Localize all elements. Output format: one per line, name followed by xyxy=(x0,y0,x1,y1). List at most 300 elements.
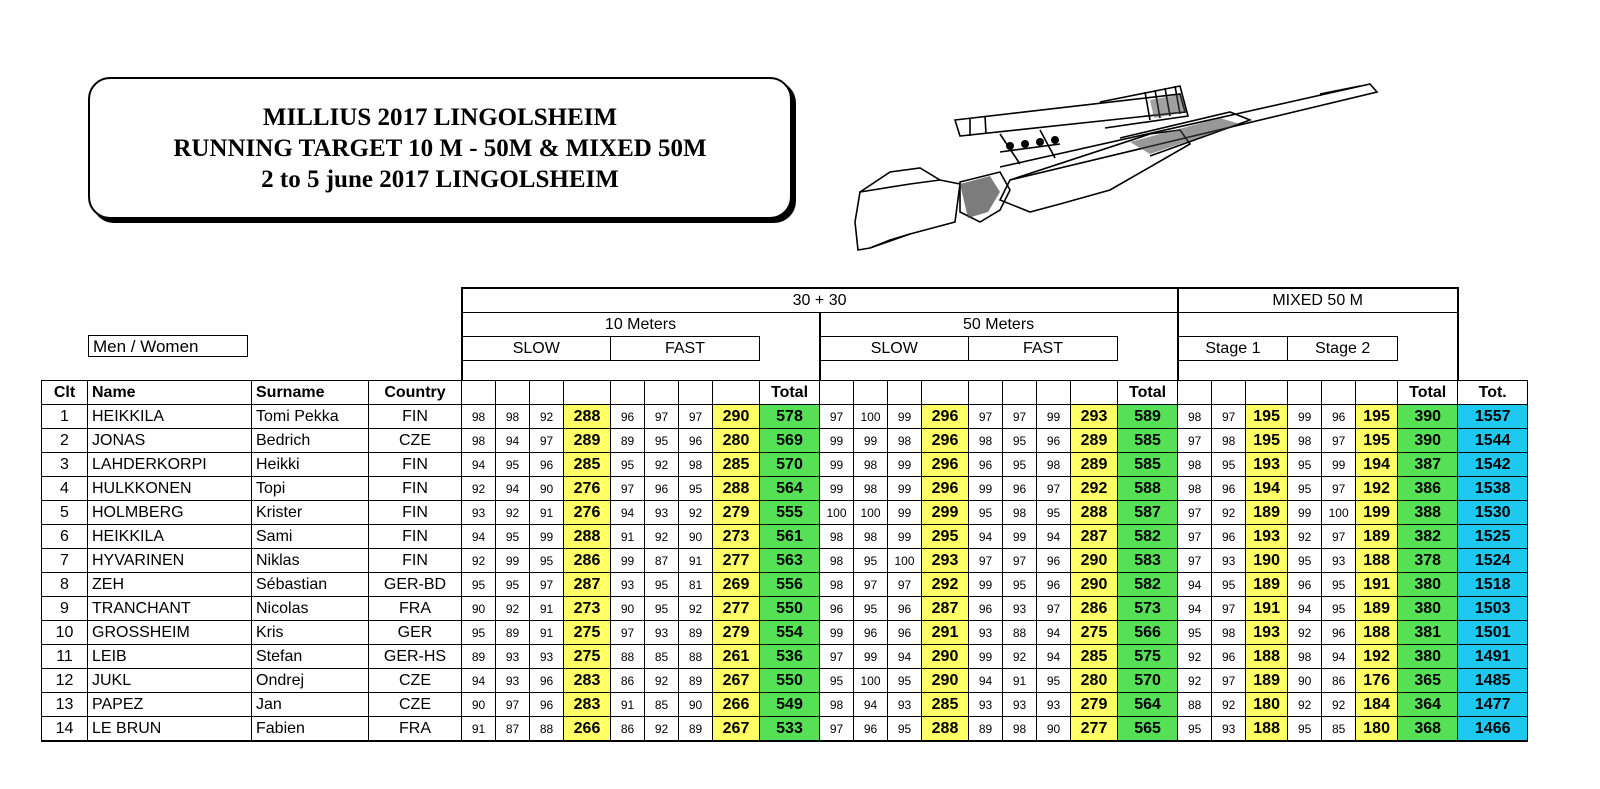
subtotal-cell: 180 xyxy=(1356,717,1398,742)
series-score-cell: 97 xyxy=(1322,429,1356,453)
country-cell: FIN xyxy=(369,453,462,477)
series-score-cell: 100 xyxy=(854,501,888,525)
series-score-cell: 98 xyxy=(854,525,888,549)
series-score-cell: 96 xyxy=(530,669,564,693)
series-score-cell: 100 xyxy=(854,405,888,429)
series-score-cell: 88 xyxy=(530,717,564,742)
series-score-cell: 90 xyxy=(611,597,645,621)
subtotal-cell: 189 xyxy=(1246,501,1288,525)
series-score-cell: 94 xyxy=(496,477,530,501)
series-score-cell: 90 xyxy=(679,693,713,717)
surname-cell: Kris xyxy=(252,621,369,645)
col-header-total-mixed: Total xyxy=(1398,381,1458,405)
grand-total-cell: 1542 xyxy=(1458,453,1528,477)
series-score-cell: 99 xyxy=(820,453,854,477)
series-score-cell: 94 xyxy=(888,645,922,669)
series-score-cell: 98 xyxy=(1178,453,1212,477)
series-score-cell: 90 xyxy=(530,477,564,501)
subtotal-cell: 195 xyxy=(1246,405,1288,429)
subtotal-cell: 290 xyxy=(922,669,969,693)
surname-cell: Topi xyxy=(252,477,369,501)
series-score-cell: 94 xyxy=(1037,525,1071,549)
series-score-cell: 96 xyxy=(969,453,1003,477)
total-mixed-cell: 368 xyxy=(1398,717,1458,742)
subtotal-cell: 191 xyxy=(1246,597,1288,621)
subtotal-cell: 184 xyxy=(1356,693,1398,717)
series-score-cell: 97 xyxy=(1037,597,1071,621)
series-score-cell: 94 xyxy=(969,669,1003,693)
title-line-3: 2 to 5 june 2017 LINGOLSHEIM xyxy=(261,165,619,193)
rank-cell: 7 xyxy=(42,549,88,573)
series-score-cell: 97 xyxy=(820,645,854,669)
header-row-spacer xyxy=(42,361,1528,381)
series-score-cell: 90 xyxy=(462,597,496,621)
series-score-cell: 92 xyxy=(496,501,530,525)
series-score-cell: 92 xyxy=(462,549,496,573)
series-score-cell: 94 xyxy=(1178,573,1212,597)
subtotal-cell: 189 xyxy=(1356,525,1398,549)
grand-total-cell: 1501 xyxy=(1458,621,1528,645)
series-score-cell: 96 xyxy=(969,597,1003,621)
series-score-cell: 91 xyxy=(611,693,645,717)
series-score-cell: 95 xyxy=(1288,453,1322,477)
subtotal-cell: 189 xyxy=(1356,597,1398,621)
rank-cell: 8 xyxy=(42,573,88,597)
total-mixed-cell: 387 xyxy=(1398,453,1458,477)
series-score-cell: 97 xyxy=(1003,405,1037,429)
series-score-cell: 92 xyxy=(645,525,679,549)
total-50m-cell: 582 xyxy=(1118,573,1178,597)
series-score-cell: 97 xyxy=(854,573,888,597)
name-cell: HULKKONEN xyxy=(88,477,252,501)
subtotal-cell: 269 xyxy=(713,573,760,597)
series-score-cell: 91 xyxy=(611,525,645,549)
subtotal-cell: 289 xyxy=(1071,453,1118,477)
series-score-cell: 92 xyxy=(496,597,530,621)
series-score-cell: 98 xyxy=(969,429,1003,453)
grand-total-cell: 1466 xyxy=(1458,717,1528,742)
subtotal-cell: 188 xyxy=(1246,717,1288,742)
col-header-total-50m: Total xyxy=(1118,381,1178,405)
subtotal-cell: 189 xyxy=(1246,573,1288,597)
grand-total-cell: 1557 xyxy=(1458,405,1528,429)
series-score-cell: 88 xyxy=(1178,693,1212,717)
subtotal-cell: 194 xyxy=(1246,477,1288,501)
series-score-cell: 99 xyxy=(888,501,922,525)
grand-total-cell: 1525 xyxy=(1458,525,1528,549)
series-score-cell: 96 xyxy=(1322,405,1356,429)
series-score-cell: 96 xyxy=(530,693,564,717)
header-row-phase xyxy=(42,337,1528,361)
table-row xyxy=(42,573,1528,597)
total-mixed-cell: 364 xyxy=(1398,693,1458,717)
country-cell: FIN xyxy=(369,477,462,501)
total-10m-cell: 561 xyxy=(760,525,820,549)
series-score-cell: 96 xyxy=(1212,477,1246,501)
series-score-cell: 96 xyxy=(611,405,645,429)
series-score-cell: 92 xyxy=(679,597,713,621)
series-score-cell: 97 xyxy=(1322,477,1356,501)
subtotal-cell: 285 xyxy=(1071,645,1118,669)
series-score-cell: 95 xyxy=(888,717,922,742)
series-score-cell: 99 xyxy=(1003,525,1037,549)
country-cell: FIN xyxy=(369,405,462,429)
series-score-cell: 96 xyxy=(1037,429,1071,453)
series-score-cell: 95 xyxy=(1322,573,1356,597)
col-header-surname: Surname xyxy=(252,381,369,405)
total-50m-cell: 589 xyxy=(1118,405,1178,429)
series-score-cell: 93 xyxy=(1003,693,1037,717)
col-header-total-10m: Total xyxy=(760,381,820,405)
series-score-cell: 92 xyxy=(530,405,564,429)
subtotal-cell: 193 xyxy=(1246,453,1288,477)
title-line-2: RUNNING TARGET 10 M - 50M & MIXED 50M xyxy=(173,134,707,162)
total-10m-cell: 550 xyxy=(760,597,820,621)
series-score-cell: 96 xyxy=(679,429,713,453)
grand-total-cell: 1538 xyxy=(1458,477,1528,501)
series-score-cell: 97 xyxy=(645,405,679,429)
series-score-cell: 95 xyxy=(496,453,530,477)
series-score-cell: 92 xyxy=(1212,501,1246,525)
subtotal-cell: 276 xyxy=(564,477,611,501)
subtotal-cell: 289 xyxy=(1071,429,1118,453)
table-row xyxy=(42,405,1528,429)
subtotal-cell: 189 xyxy=(1246,669,1288,693)
series-score-cell: 87 xyxy=(496,717,530,742)
series-score-cell: 93 xyxy=(969,693,1003,717)
country-cell: CZE xyxy=(369,669,462,693)
total-mixed-cell: 378 xyxy=(1398,549,1458,573)
header-50m-slow: SLOW xyxy=(820,337,969,361)
total-mixed-cell: 381 xyxy=(1398,621,1458,645)
series-score-cell: 93 xyxy=(496,645,530,669)
subtotal-cell: 279 xyxy=(1071,693,1118,717)
category-label: Men / Women xyxy=(88,335,248,357)
total-50m-cell: 587 xyxy=(1118,501,1178,525)
grand-total-cell: 1477 xyxy=(1458,693,1528,717)
series-score-cell: 98 xyxy=(820,573,854,597)
surname-cell: Tomi Pekka xyxy=(252,405,369,429)
total-50m-cell: 564 xyxy=(1118,693,1178,717)
series-score-cell: 94 xyxy=(854,693,888,717)
series-score-cell: 95 xyxy=(496,525,530,549)
country-cell: FIN xyxy=(369,501,462,525)
surname-cell: Heikki xyxy=(252,453,369,477)
subtotal-cell: 266 xyxy=(713,693,760,717)
series-score-cell: 93 xyxy=(530,645,564,669)
series-score-cell: 86 xyxy=(1322,669,1356,693)
subtotal-cell: 288 xyxy=(564,525,611,549)
header-30-30: 30 + 30 xyxy=(462,288,1178,313)
series-score-cell: 94 xyxy=(1037,645,1071,669)
series-score-cell: 99 xyxy=(1288,501,1322,525)
series-score-cell: 86 xyxy=(611,669,645,693)
subtotal-cell: 286 xyxy=(564,549,611,573)
series-score-cell: 88 xyxy=(611,645,645,669)
subtotal-cell: 273 xyxy=(713,525,760,549)
subtotal-cell: 194 xyxy=(1356,453,1398,477)
table-row xyxy=(42,621,1528,645)
header-row-distance xyxy=(42,313,1528,337)
country-cell: FIN xyxy=(369,525,462,549)
rank-cell: 2 xyxy=(42,429,88,453)
series-score-cell: 89 xyxy=(679,717,713,742)
series-score-cell: 89 xyxy=(496,621,530,645)
series-score-cell: 92 xyxy=(1003,645,1037,669)
total-mixed-cell: 380 xyxy=(1398,573,1458,597)
series-score-cell: 95 xyxy=(496,573,530,597)
table-row xyxy=(42,669,1528,693)
rank-cell: 14 xyxy=(42,717,88,742)
series-score-cell: 96 xyxy=(854,717,888,742)
series-score-cell: 93 xyxy=(1037,693,1071,717)
rank-cell: 11 xyxy=(42,645,88,669)
subtotal-cell: 280 xyxy=(713,429,760,453)
series-score-cell: 94 xyxy=(462,525,496,549)
header-mixed-50m: MIXED 50 M xyxy=(1178,288,1458,313)
subtotal-cell: 296 xyxy=(922,405,969,429)
name-cell: ZEH xyxy=(88,573,252,597)
series-score-cell: 98 xyxy=(888,429,922,453)
series-score-cell: 95 xyxy=(1212,573,1246,597)
series-score-cell: 98 xyxy=(679,453,713,477)
surname-cell: Jan xyxy=(252,693,369,717)
subtotal-cell: 290 xyxy=(1071,573,1118,597)
series-score-cell: 95 xyxy=(1003,453,1037,477)
series-score-cell: 97 xyxy=(1212,669,1246,693)
series-score-cell: 97 xyxy=(888,573,922,597)
series-score-cell: 91 xyxy=(530,597,564,621)
subtotal-cell: 195 xyxy=(1246,429,1288,453)
series-score-cell: 91 xyxy=(462,717,496,742)
series-score-cell: 97 xyxy=(1178,549,1212,573)
total-mixed-cell: 365 xyxy=(1398,669,1458,693)
series-score-cell: 97 xyxy=(820,717,854,742)
subtotal-cell: 280 xyxy=(1071,669,1118,693)
surname-cell: Krister xyxy=(252,501,369,525)
series-score-cell: 99 xyxy=(820,429,854,453)
series-score-cell: 92 xyxy=(645,717,679,742)
subtotal-cell: 290 xyxy=(922,645,969,669)
title-line-1: MILLIUS 2017 LINGOLSHEIM xyxy=(262,103,618,131)
series-score-cell: 87 xyxy=(645,549,679,573)
total-50m-cell: 582 xyxy=(1118,525,1178,549)
total-10m-cell: 578 xyxy=(760,405,820,429)
series-score-cell: 95 xyxy=(854,597,888,621)
series-score-cell: 99 xyxy=(969,477,1003,501)
series-score-cell: 97 xyxy=(611,621,645,645)
series-score-cell: 99 xyxy=(530,525,564,549)
subtotal-cell: 267 xyxy=(713,669,760,693)
series-score-cell: 99 xyxy=(496,549,530,573)
series-score-cell: 93 xyxy=(888,693,922,717)
subtotal-cell: 261 xyxy=(713,645,760,669)
header-row-groups xyxy=(42,288,1528,313)
series-score-cell: 95 xyxy=(1288,549,1322,573)
subtotal-cell: 288 xyxy=(922,717,969,742)
series-score-cell: 98 xyxy=(820,525,854,549)
country-cell: FRA xyxy=(369,717,462,742)
series-score-cell: 96 xyxy=(1322,621,1356,645)
series-score-cell: 98 xyxy=(1178,477,1212,501)
title-box xyxy=(88,77,792,219)
series-score-cell: 94 xyxy=(611,501,645,525)
subtotal-cell: 287 xyxy=(922,597,969,621)
subtotal-cell: 290 xyxy=(1071,549,1118,573)
series-score-cell: 95 xyxy=(1288,477,1322,501)
rank-cell: 3 xyxy=(42,453,88,477)
series-score-cell: 89 xyxy=(679,621,713,645)
total-50m-cell: 565 xyxy=(1118,717,1178,742)
country-cell: GER-HS xyxy=(369,645,462,669)
series-score-cell: 98 xyxy=(1178,405,1212,429)
series-score-cell: 85 xyxy=(1322,717,1356,742)
table-row xyxy=(42,477,1528,501)
subtotal-cell: 292 xyxy=(922,573,969,597)
header-10-meters: 10 Meters xyxy=(462,313,820,337)
series-score-cell: 94 xyxy=(1178,597,1212,621)
series-score-cell: 95 xyxy=(462,621,496,645)
series-score-cell: 98 xyxy=(1288,429,1322,453)
total-50m-cell: 588 xyxy=(1118,477,1178,501)
series-score-cell: 97 xyxy=(1322,525,1356,549)
surname-cell: Sami xyxy=(252,525,369,549)
series-score-cell: 100 xyxy=(820,501,854,525)
series-score-cell: 98 xyxy=(462,429,496,453)
series-score-cell: 95 xyxy=(462,573,496,597)
subtotal-cell: 287 xyxy=(564,573,611,597)
table-row xyxy=(42,597,1528,621)
subtotal-cell: 192 xyxy=(1356,645,1398,669)
country-cell: GER xyxy=(369,621,462,645)
series-score-cell: 100 xyxy=(1322,501,1356,525)
name-cell: JONAS xyxy=(88,429,252,453)
series-score-cell: 92 xyxy=(462,477,496,501)
series-score-cell: 89 xyxy=(611,429,645,453)
total-10m-cell: 533 xyxy=(760,717,820,742)
total-10m-cell: 536 xyxy=(760,645,820,669)
subtotal-cell: 180 xyxy=(1246,693,1288,717)
series-score-cell: 98 xyxy=(1037,453,1071,477)
subtotal-cell: 296 xyxy=(922,477,969,501)
series-score-cell: 92 xyxy=(679,501,713,525)
table-row xyxy=(42,453,1528,477)
subtotal-cell: 277 xyxy=(1071,717,1118,742)
total-50m-cell: 570 xyxy=(1118,669,1178,693)
subtotal-cell: 279 xyxy=(713,501,760,525)
header-row-columns xyxy=(42,381,1528,405)
subtotal-cell: 296 xyxy=(922,453,969,477)
name-cell: HEIKKILA xyxy=(88,525,252,549)
table-row xyxy=(42,549,1528,573)
series-score-cell: 81 xyxy=(679,573,713,597)
total-10m-cell: 563 xyxy=(760,549,820,573)
rank-cell: 4 xyxy=(42,477,88,501)
total-mixed-cell: 380 xyxy=(1398,597,1458,621)
grand-total-cell: 1530 xyxy=(1458,501,1528,525)
series-score-cell: 96 xyxy=(530,453,564,477)
series-score-cell: 99 xyxy=(1322,453,1356,477)
subtotal-cell: 283 xyxy=(564,693,611,717)
series-score-cell: 98 xyxy=(462,405,496,429)
series-score-cell: 97 xyxy=(496,693,530,717)
subtotal-cell: 293 xyxy=(922,549,969,573)
series-score-cell: 95 xyxy=(1003,573,1037,597)
series-score-cell: 94 xyxy=(1288,597,1322,621)
series-score-cell: 99 xyxy=(1288,405,1322,429)
series-score-cell: 94 xyxy=(1037,621,1071,645)
subtotal-cell: 176 xyxy=(1356,669,1398,693)
series-score-cell: 93 xyxy=(645,621,679,645)
subtotal-cell: 188 xyxy=(1246,645,1288,669)
subtotal-cell: 190 xyxy=(1246,549,1288,573)
table-row xyxy=(42,717,1528,742)
series-score-cell: 100 xyxy=(888,549,922,573)
rank-cell: 5 xyxy=(42,501,88,525)
subtotal-cell: 276 xyxy=(564,501,611,525)
series-score-cell: 98 xyxy=(1288,645,1322,669)
series-score-cell: 88 xyxy=(679,645,713,669)
total-50m-cell: 583 xyxy=(1118,549,1178,573)
rank-cell: 9 xyxy=(42,597,88,621)
total-10m-cell: 550 xyxy=(760,669,820,693)
subtotal-cell: 275 xyxy=(564,621,611,645)
series-score-cell: 94 xyxy=(462,453,496,477)
table-row xyxy=(42,501,1528,525)
series-score-cell: 99 xyxy=(888,453,922,477)
series-score-cell: 97 xyxy=(530,429,564,453)
total-10m-cell: 549 xyxy=(760,693,820,717)
total-50m-cell: 585 xyxy=(1118,453,1178,477)
header-10m-fast: FAST xyxy=(611,337,760,361)
subtotal-cell: 188 xyxy=(1356,621,1398,645)
subtotal-cell: 195 xyxy=(1356,405,1398,429)
rank-cell: 13 xyxy=(42,693,88,717)
series-score-cell: 99 xyxy=(969,645,1003,669)
grand-total-cell: 1503 xyxy=(1458,597,1528,621)
series-score-cell: 92 xyxy=(1178,669,1212,693)
series-score-cell: 95 xyxy=(645,597,679,621)
series-score-cell: 99 xyxy=(888,477,922,501)
total-50m-cell: 566 xyxy=(1118,621,1178,645)
series-score-cell: 90 xyxy=(1288,669,1322,693)
series-score-cell: 96 xyxy=(854,621,888,645)
series-score-cell: 96 xyxy=(1003,477,1037,501)
series-score-cell: 88 xyxy=(1003,621,1037,645)
series-score-cell: 96 xyxy=(888,597,922,621)
series-score-cell: 97 xyxy=(679,405,713,429)
series-score-cell: 98 xyxy=(1212,621,1246,645)
subtotal-cell: 193 xyxy=(1246,621,1288,645)
series-score-cell: 89 xyxy=(679,669,713,693)
series-score-cell: 92 xyxy=(1178,645,1212,669)
series-score-cell: 97 xyxy=(611,477,645,501)
series-score-cell: 97 xyxy=(1178,525,1212,549)
table-row xyxy=(42,429,1528,453)
series-score-cell: 98 xyxy=(1003,717,1037,742)
country-cell: CZE xyxy=(369,429,462,453)
series-score-cell: 95 xyxy=(645,573,679,597)
series-score-cell: 96 xyxy=(645,477,679,501)
series-score-cell: 96 xyxy=(1212,645,1246,669)
table-row xyxy=(42,525,1528,549)
subtotal-cell: 285 xyxy=(564,453,611,477)
subtotal-cell: 295 xyxy=(922,525,969,549)
series-score-cell: 91 xyxy=(1003,669,1037,693)
name-cell: HOLMBERG xyxy=(88,501,252,525)
series-score-cell: 92 xyxy=(645,453,679,477)
name-cell: LEIB xyxy=(88,645,252,669)
